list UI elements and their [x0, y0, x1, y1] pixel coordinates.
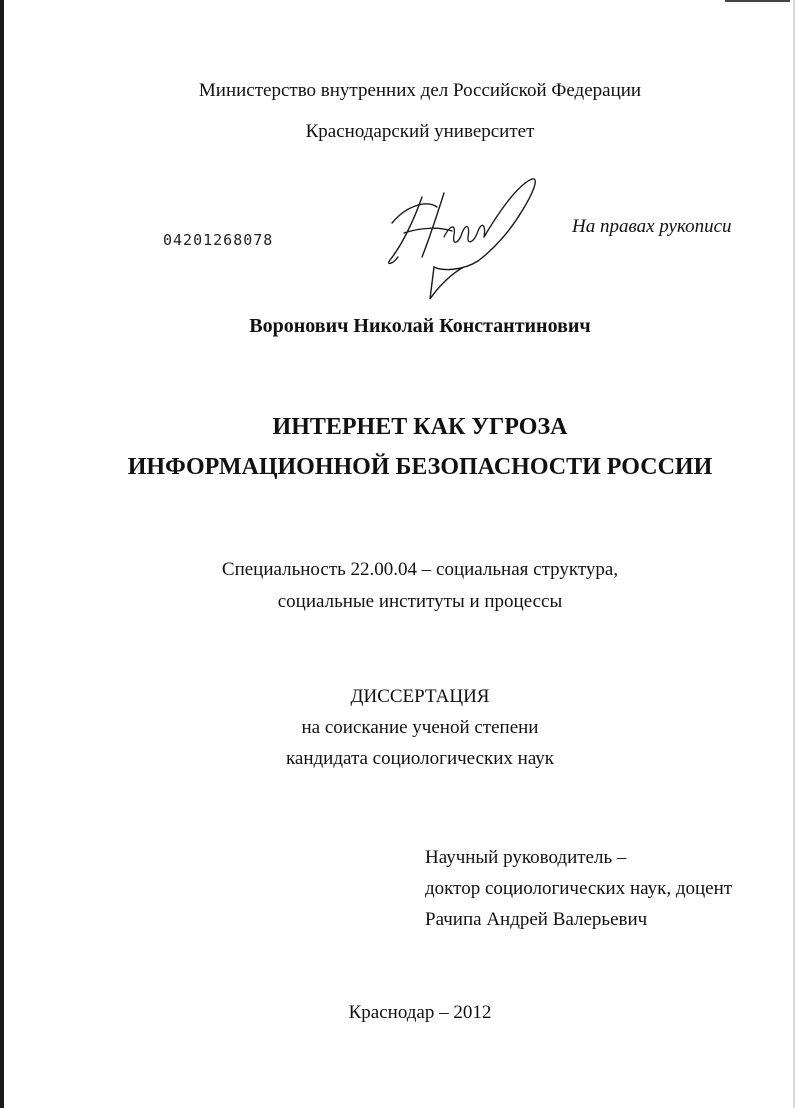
specialty-line-1: Специальность 22.00.04 – социальная структура, [221, 559, 619, 580]
ministry-heading: Министерство внутренних дел Российской Федерации [198, 80, 642, 101]
dissertation-line-2: кандидата социологических наук [285, 748, 555, 769]
author-name: Воронович Николай Константинович [249, 315, 591, 337]
manuscript-rights: На правах рукописи [572, 216, 732, 237]
document-number: 04201268078 [163, 231, 274, 249]
specialty-line-2: социальные институты и процессы [277, 591, 563, 612]
place-and-year: Краснодар – 2012 [348, 1002, 492, 1023]
university-heading: Краснодарский университет [305, 121, 535, 142]
dissertation-label: ДИССЕРТАЦИЯ [350, 686, 490, 707]
dissertation-line-1: на соискание ученой степени [301, 717, 539, 738]
supervisor-name: Рачипа Андрей Валерьевич [425, 909, 648, 930]
title-line-1: ИНТЕРНЕТ КАК УГРОЗА [272, 414, 568, 440]
title-line-2: ИНФОРМАЦИОННОЙ БЕЗОПАСНОСТИ РОССИИ [127, 454, 713, 480]
supervisor-label: Научный руководитель – [425, 847, 627, 868]
supervisor-degree: доктор социологических наук, доцент [425, 878, 733, 899]
scan-top-mark [725, 0, 790, 2]
scan-left-edge [0, 0, 4, 1108]
handwritten-signature [382, 175, 542, 305]
